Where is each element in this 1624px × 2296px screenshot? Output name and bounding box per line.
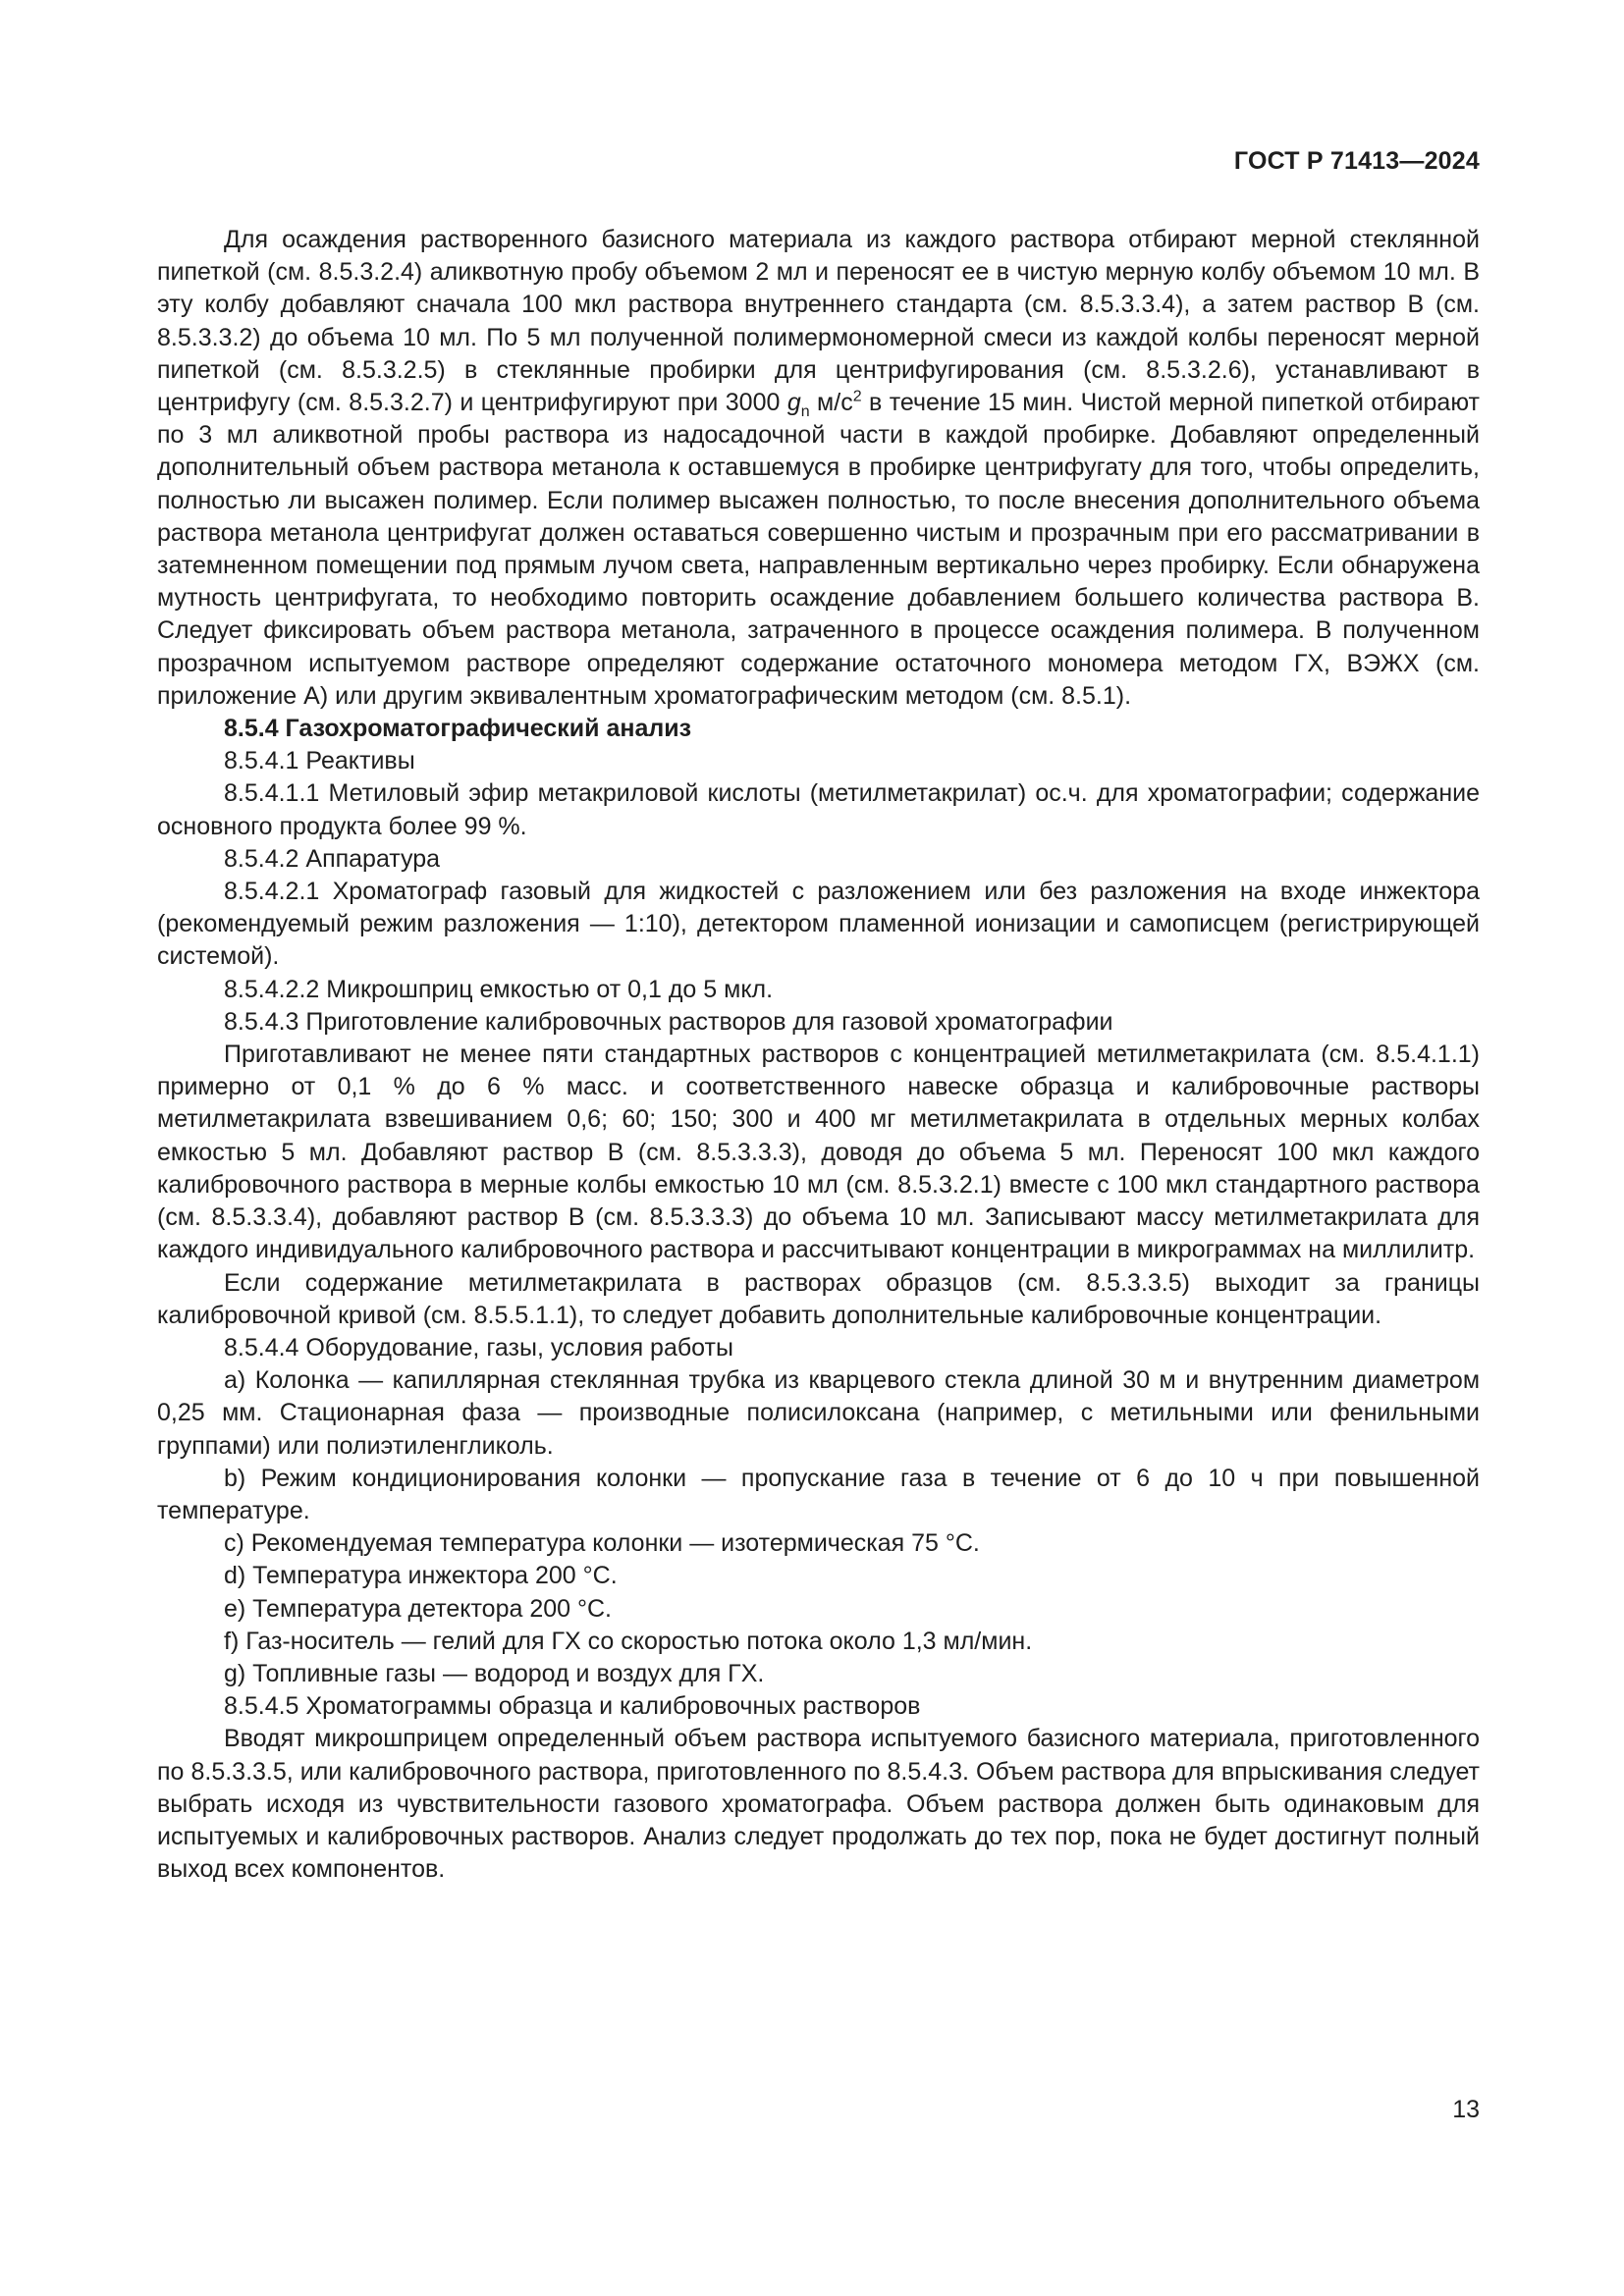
subsection-heading: 8.5.4.2 Аппаратура: [224, 844, 441, 873]
list-item: c) Рекомендуемая температура колонки — изотермическая 75 °C.: [224, 1529, 980, 1558]
document-header: ГОСТ Р 71413—2024: [1233, 147, 1480, 175]
paragraph: Если содержание метилметакрилата в растворах образцов (см. 8.5.3.3.5) выходит за границы калибровочной кривой (см. 8.5.5.1.1), то следует добавить дополнительные калибровочные концентрации.: [157, 1268, 1480, 1329]
list-item: b) Режим кондиционирования колонки — пропускание газа в течение от 6 до 10 ч при повышенной температуре.: [157, 1464, 1480, 1524]
unit-superscript: 2: [852, 388, 862, 405]
paragraph: Вводят микрошприцем определенный объем раствора испытуемого базисного материала, приготовленного по 8.5.3.3.5, или калибровочного раствора, приготовленного по 8.5.4.3. Объем раствора для впрыскивания следует выбрать исходя из чувствительности газового хроматографа. Объем раствора должен быть одинаковым для испытуемых и калибровочных растворов. Анализ следует продолжать до тех пор, пока не будет достигнут полный выход всех компонентов.: [157, 1725, 1480, 1884]
g-subscript: n: [800, 403, 810, 421]
list-item: e) Температура детектора 200 °C.: [224, 1594, 612, 1623]
paragraph-precipitation: [157, 224, 1480, 713]
paragraph-text: Для осаждения растворенного базисного материала из каждого раствора отбирают мерной стеклянной пипеткой (см. 8.5.3.2.4) аликвотную пробу объемом 2 мл и переносят ее в чистую мерную колбу объемом 10 мл. В эту колбу добавляют сначала 100 мкл раствора внутреннего стандарта (см. 8.5.3.3.4), а затем раствор В (см. 8.5.3.3.2) до объема 10 мл. По 5 мл полученной полимермономерной смеси из каждой колбы переносят мерной пипеткой (см. 8.5.3.2.5) в стеклянные пробирки для центрифугирования (см. 8.5.3.2.6), устанавливают в центрифугу (см. 8.5.3.2.7) и центрифугируют при 3000: [157, 226, 1480, 417]
list-item: d) Температура инжектора 200 °C.: [224, 1562, 618, 1590]
page-body: [157, 224, 1480, 1886]
subsection-heading: 8.5.4.5 Хроматограммы образца и калибровочных растворов: [224, 1692, 921, 1721]
list-item: g) Топливные газы — водород и воздух для ГХ.: [224, 1659, 765, 1687]
unit-text: м/с: [809, 389, 853, 417]
g-symbol: g: [786, 389, 801, 417]
paragraph: 8.5.4.2.1 Хроматограф газовый для жидкостей с разложением или без разложения на входе инжектора (рекомендуемый режим разложения — 1:10), детектором пламенной ионизации и самописцем (регистрирующей системой).: [157, 878, 1480, 971]
subsection-heading: 8.5.4.1 Реактивы: [224, 747, 415, 775]
list-item: a) Колонка — капиллярная стеклянная трубка из кварцевого стекла длиной 30 м и внутренним диаметром 0,25 мм. Стационарная фаза — производные полисилоксана (например, с метильными или фенильными группами) или полиэтиленгликоль.: [157, 1366, 1480, 1460]
paragraph: Приготавливают не менее пяти стандартных растворов с концентрацией метилметакрилата (см. 8.5.4.1.1) примерно от 0,1 % до 6 % масс. и соответственного навеске образца и калибровочные растворы метилметакрилата взвешиванием 0,6; 60; 150; 300 и 400 мг метилметакрилата в отдельных мерных колбах емкостью 5 мл. Добавляют раствор В (см. 8.5.3.3.3), доводя до объема 5 мл. Переносят 100 мкл каждого калибровочного раствора в мерные колбы емкостью 10 мл (см. 8.5.3.2.1) вместе с 100 мкл стандартного раствора (см. 8.5.3.3.4), добавляют раствор В (см. 8.5.3.3.3) до объема 10 мл. Записывают массу метилметакрилата для каждого индивидуального калибровочного раствора и рассчитывают концентрации в микрограммах на миллилитр.: [157, 1041, 1480, 1264]
paragraph: 8.5.4.1.1 Метиловый эфир метакриловой кислоты (метилметакрилат) ос.ч. для хроматографии; содержание основного продукта более 99 %.: [157, 779, 1480, 840]
page-number: 13: [1452, 2096, 1480, 2123]
list-item: f) Газ-носитель — гелий для ГХ со скоростью потока около 1,3 мл/мин.: [224, 1627, 1033, 1655]
paragraph: 8.5.4.2.2 Микрошприц емкостью от 0,1 до 5 мкл.: [224, 975, 774, 1003]
subsection-heading: 8.5.4.4 Оборудование, газы, условия работы: [224, 1333, 733, 1362]
section-heading-8-5-4: 8.5.4 Газохроматографический анализ: [224, 715, 692, 743]
subsection-heading: 8.5.4.3 Приготовление калибровочных растворов для газовой хроматографии: [224, 1007, 1113, 1036]
paragraph-text: в течение 15 мин. Чистой мерной пипеткой отбирают по 3 мл аликвотной пробы раствора из надосадочной части в каждой пробирке. Добавляют определенный дополнительный объем раствора метанола к оставшемуся в пробирке центрифугату для того, чтобы определить, полностью ли высажен полимер. Если полимер высажен полностью, то после внесения дополнительного объема раствора метанола центрифугат должен оставаться совершенно чистым и прозрачным при его рассматривании в затемненном помещении под прямым лучом света, направленным вертикально через пробирку. Если обнаружена мутность центрифугата, то необходимо повторить осаждение добавлением большего количества раствора В. Следует фиксировать объем раствора метанола, затраченного в процессе осаждения полимера. В полученном прозрачном испытуемом растворе определяют содержание остаточного мономера методом ГХ, ВЭЖХ (см. приложение А) или другим эквивалентным хроматографическим методом (см. 8.5.1).: [157, 389, 1480, 710]
